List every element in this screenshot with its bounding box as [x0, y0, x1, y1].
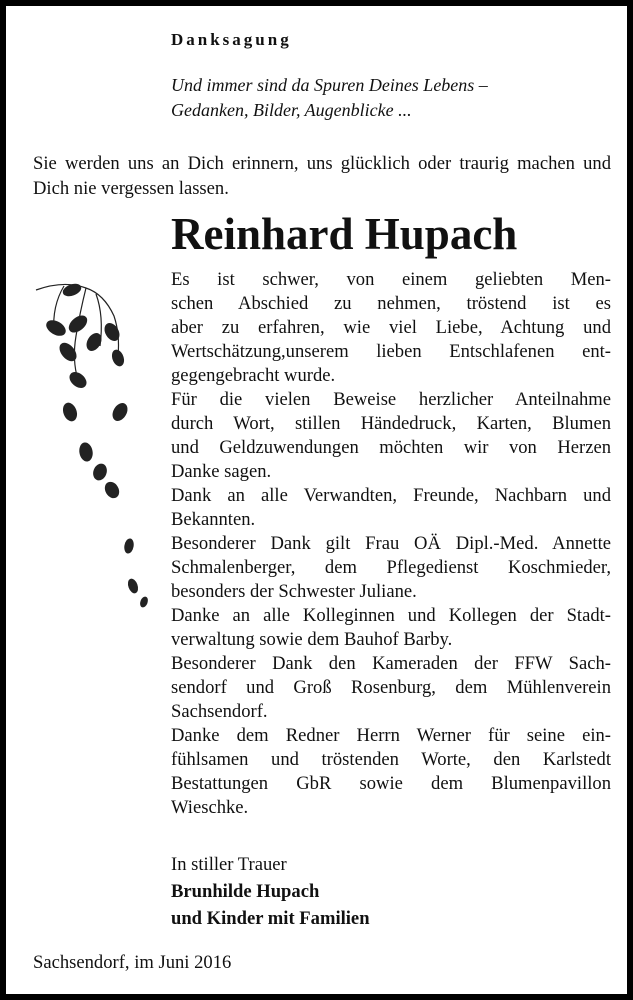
- body-line: schen Abschied zu nehmen, tröstend ist es: [171, 293, 611, 314]
- body-line: Dank an alle Verwandten, Freunde, Nachbarn und: [171, 485, 611, 506]
- body-line: aber zu erfahren, wie viel Liebe, Achtung und: [171, 317, 611, 338]
- birch-branch-illustration: [34, 276, 174, 616]
- body-line: sendorf und Groß Rosenburg, dem Mühlenverein: [171, 677, 611, 698]
- signoff-intro: In stiller Trauer: [171, 854, 287, 875]
- body-line: Wertschätzung,unserem lieben Entschlafenen ent-: [171, 341, 611, 362]
- motto: [171, 73, 591, 123]
- body-line: durch Wort, stillen Händedruck, Karten, Blumen: [171, 413, 611, 434]
- body-text: [171, 268, 611, 820]
- body-line: Danke dem Redner Herrn Werner für seine ein-: [171, 725, 611, 746]
- body-line: Bestattungen GbR sowie dem Blumenpavillon: [171, 773, 611, 794]
- intro-text: Sie werden uns an Dich erinnern, uns glücklich oder traurig machen und Dich nie vergessen lassen.: [33, 153, 611, 199]
- body-line: Schmalenberger, dem Pflegedienst Koschmieder,: [171, 557, 611, 578]
- signoff: [171, 851, 370, 932]
- body-line: Danke sagen.: [171, 461, 272, 482]
- body-line: Besonderer Dank den Kameraden der FFW Sach-: [171, 653, 611, 674]
- body-line: besonders der Schwester Juliane.: [171, 581, 417, 602]
- body-line: Wieschke.: [171, 797, 249, 818]
- signoff-name: Brunhilde Hupach: [171, 881, 320, 902]
- signoff-family: und Kinder mit Familien: [171, 908, 370, 929]
- body-line: Danke an alle Kolleginnen und Kollegen der Stadt-: [171, 605, 611, 626]
- body-line: Es ist schwer, von einem geliebten Men-: [171, 269, 611, 290]
- body-line: Für die vielen Beweise herzlicher Anteilnahme: [171, 389, 611, 410]
- deceased-name: Reinhard Hupach: [171, 209, 518, 259]
- heading: Danksagung: [171, 30, 292, 49]
- body-line: und Geldzuwendungen möchten wir von Herzen: [171, 437, 611, 458]
- body-line: Besonderer Dank gilt Frau OÄ Dipl.-Med. Annette: [171, 533, 611, 554]
- motto-line: Gedanken, Bilder, Augenblicke ...: [171, 100, 412, 120]
- body-line: fühlsamen und tröstenden Worte, den Karlstedt: [171, 749, 611, 770]
- body-line: Bekannten.: [171, 509, 256, 530]
- body-line: gegengebracht wurde.: [171, 365, 336, 386]
- place-date: Sachsendorf, im Juni 2016: [33, 952, 232, 973]
- body-line: Sachsendorf.: [171, 701, 268, 722]
- body-line: verwaltung sowie dem Bauhof Barby.: [171, 629, 453, 650]
- motto-line: Und immer sind da Spuren Deines Lebens –: [171, 75, 488, 95]
